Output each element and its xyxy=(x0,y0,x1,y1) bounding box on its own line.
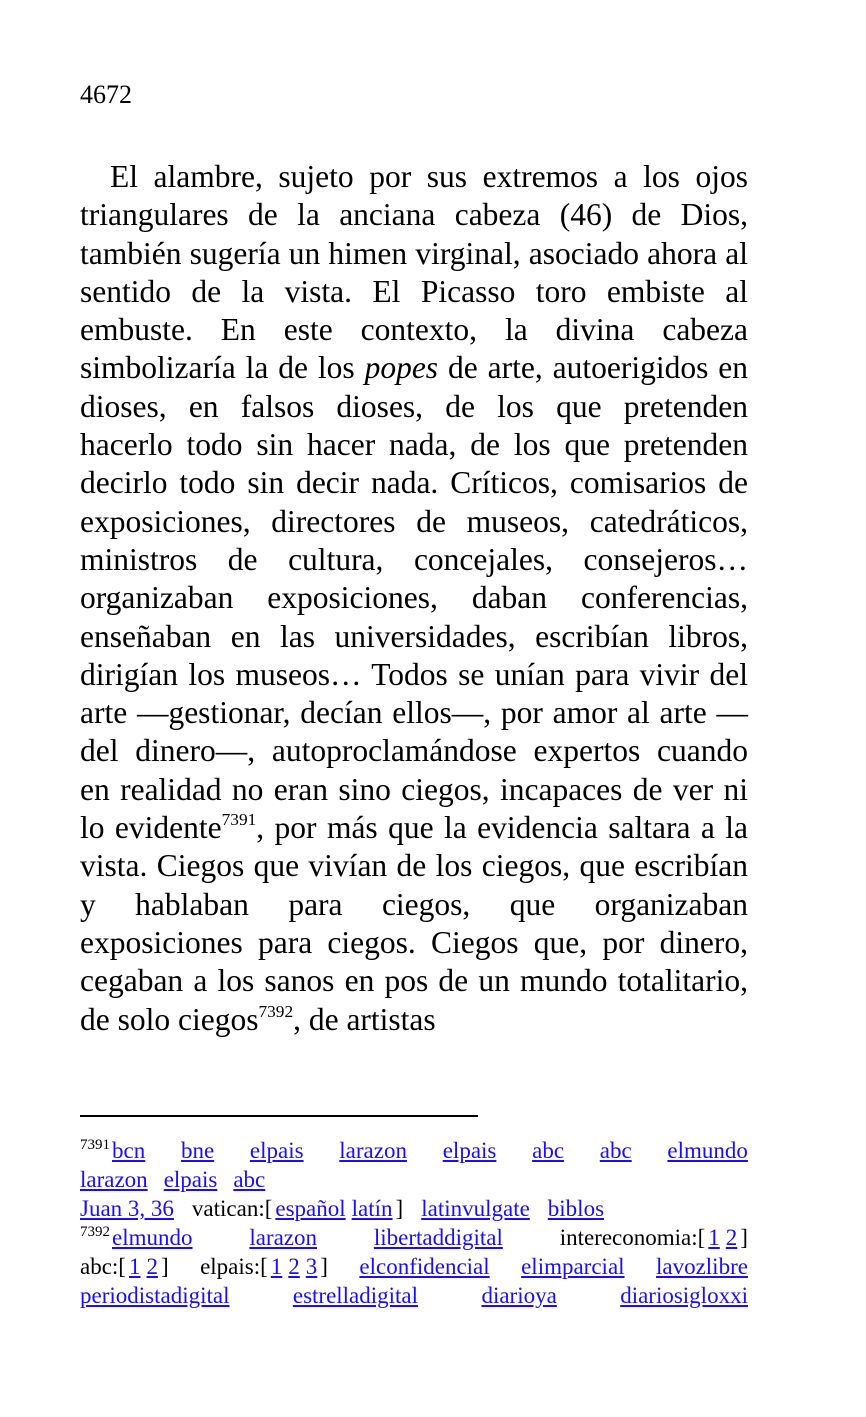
elpais-label: elpais:[ xyxy=(200,1254,268,1279)
link-elpais[interactable]: elpais xyxy=(442,1138,497,1163)
link-abc-1[interactable]: 1 xyxy=(128,1254,141,1279)
link-latinvulgate[interactable]: latinvulgate xyxy=(421,1196,530,1221)
abc-close: ] xyxy=(160,1254,169,1279)
link-intereconomia-2[interactable]: 2 xyxy=(725,1225,738,1250)
footnote-7392-line-2 xyxy=(80,1252,748,1281)
link-abc-2[interactable]: 2 xyxy=(146,1254,158,1279)
footnote-ref-7391[interactable]: 7391 xyxy=(221,810,257,830)
footnote-mark-7392: 7392 xyxy=(80,1224,110,1240)
link-elmundo[interactable]: elmundo xyxy=(667,1138,748,1163)
elpais-close: ] xyxy=(320,1254,328,1279)
footnote-7392-line-1 xyxy=(80,1223,748,1252)
paragraph-text-3: , por más que la evidencia saltara a la vista. Ciegos que vivían de los ciegos, que escribían y hablaban para ciegos, que organizaban exposiciones para ciegos. Ciegos que, por dinero, cegaban a los sanos en pos de un mundo totalitario, de solo ciegos xyxy=(80,810,748,1037)
link-larazon[interactable]: larazon xyxy=(339,1138,407,1163)
link-juan-3-36[interactable]: Juan 3, 36 xyxy=(80,1196,174,1221)
paragraph-text-1: El alambre, sujeto por sus extremos a los ojos triangulares de la anciana cabeza (46) de Dios, también sugería un himen virginal, asociado ahora al sentido de la vista. El Picasso toro embiste al embuste. En este contexto, la divina cabeza simbolizaría la de los xyxy=(80,159,748,386)
intereconomia-close: ] xyxy=(740,1225,748,1250)
footnote-mark-7391: 7391 xyxy=(80,1137,110,1153)
link-latin[interactable]: latín xyxy=(351,1196,393,1221)
link-larazon[interactable]: larazon xyxy=(249,1225,318,1250)
link-espanol[interactable]: español xyxy=(275,1196,346,1221)
page-number: 4672 xyxy=(80,80,132,109)
footnotes xyxy=(80,1136,748,1310)
footnote-7392-first xyxy=(80,1223,193,1252)
link-libertaddigital[interactable]: libertaddigital xyxy=(373,1225,503,1250)
link-biblos[interactable]: biblos xyxy=(547,1196,605,1221)
abc-group xyxy=(80,1252,169,1281)
link-estrelladigital[interactable]: estrelladigital xyxy=(292,1283,419,1308)
link-lavozlibre[interactable]: lavozlibre xyxy=(655,1254,748,1279)
footnote-separator xyxy=(80,1115,478,1117)
link-elpais[interactable]: elpais xyxy=(249,1138,304,1163)
link-abc[interactable]: abc xyxy=(599,1138,632,1163)
abc-label: abc:[ xyxy=(80,1254,126,1279)
link-periodistadigital[interactable]: periodistadigital xyxy=(80,1283,230,1308)
footnote-7392-line-3 xyxy=(80,1281,748,1310)
link-elpais-1[interactable]: 1 xyxy=(270,1254,283,1279)
link-elpais-3[interactable]: 3 xyxy=(305,1254,318,1279)
body-paragraph xyxy=(80,158,748,1039)
link-elconfidencial[interactable]: elconfidencial xyxy=(359,1254,490,1279)
vatican-label: vatican:[ xyxy=(191,1196,273,1221)
link-bcn[interactable]: bcn xyxy=(112,1138,146,1163)
link-abc[interactable]: abc xyxy=(233,1167,266,1192)
link-elpais-2[interactable]: 2 xyxy=(288,1254,300,1279)
vatican-group xyxy=(192,1194,403,1223)
footnote-7391-line-1 xyxy=(80,1136,748,1165)
link-larazon[interactable]: larazon xyxy=(80,1167,148,1192)
intereconomia-group xyxy=(560,1223,748,1252)
link-diariosigloxxi[interactable]: diariosigloxxi xyxy=(620,1283,748,1308)
paragraph-text-4: , de artistas xyxy=(293,1001,436,1037)
link-elpais[interactable]: elpais xyxy=(163,1167,218,1192)
paragraph-text-2: de arte, autoerigidos en dioses, en falsos dioses, de los que pretenden hacerlo todo sin hacer nada, de los que pretenden decirlo todo sin decir nada. Críticos, comisarios de exposiciones, directores de museos, catedráticos, ministros de cultura, concejales, consejeros… organizaban exposiciones, daban conferencias, enseñaban en las universidades, escribían libros, dirigían los museos… Todos se unían para vivir del arte —gestionar, decían ellos—, por amor al arte —del dinero—, autoproclamándose expertos cuando en realidad no eran sino ciegos, incapaces de ver ni lo evidente xyxy=(80,350,748,846)
footnote-7391-line-2 xyxy=(80,1165,748,1194)
link-elmundo[interactable]: elmundo xyxy=(112,1225,193,1250)
vatican-close: ] xyxy=(395,1196,404,1221)
footnote-7391-line-3 xyxy=(80,1194,748,1223)
paragraph-emphasis: popes xyxy=(364,350,439,386)
link-intereconomia-1[interactable]: 1 xyxy=(708,1225,720,1250)
link-bne[interactable]: bne xyxy=(180,1138,215,1163)
intereconomia-label: intereconomia:[ xyxy=(559,1225,706,1250)
link-diarioya[interactable]: diarioya xyxy=(481,1283,557,1308)
link-elimparcial[interactable]: elimparcial xyxy=(521,1254,625,1279)
link-abc[interactable]: abc xyxy=(532,1138,565,1163)
elpais-group xyxy=(200,1252,328,1281)
footnote-7391-first xyxy=(80,1136,145,1165)
footnote-ref-7392[interactable]: 7392 xyxy=(258,1001,294,1021)
